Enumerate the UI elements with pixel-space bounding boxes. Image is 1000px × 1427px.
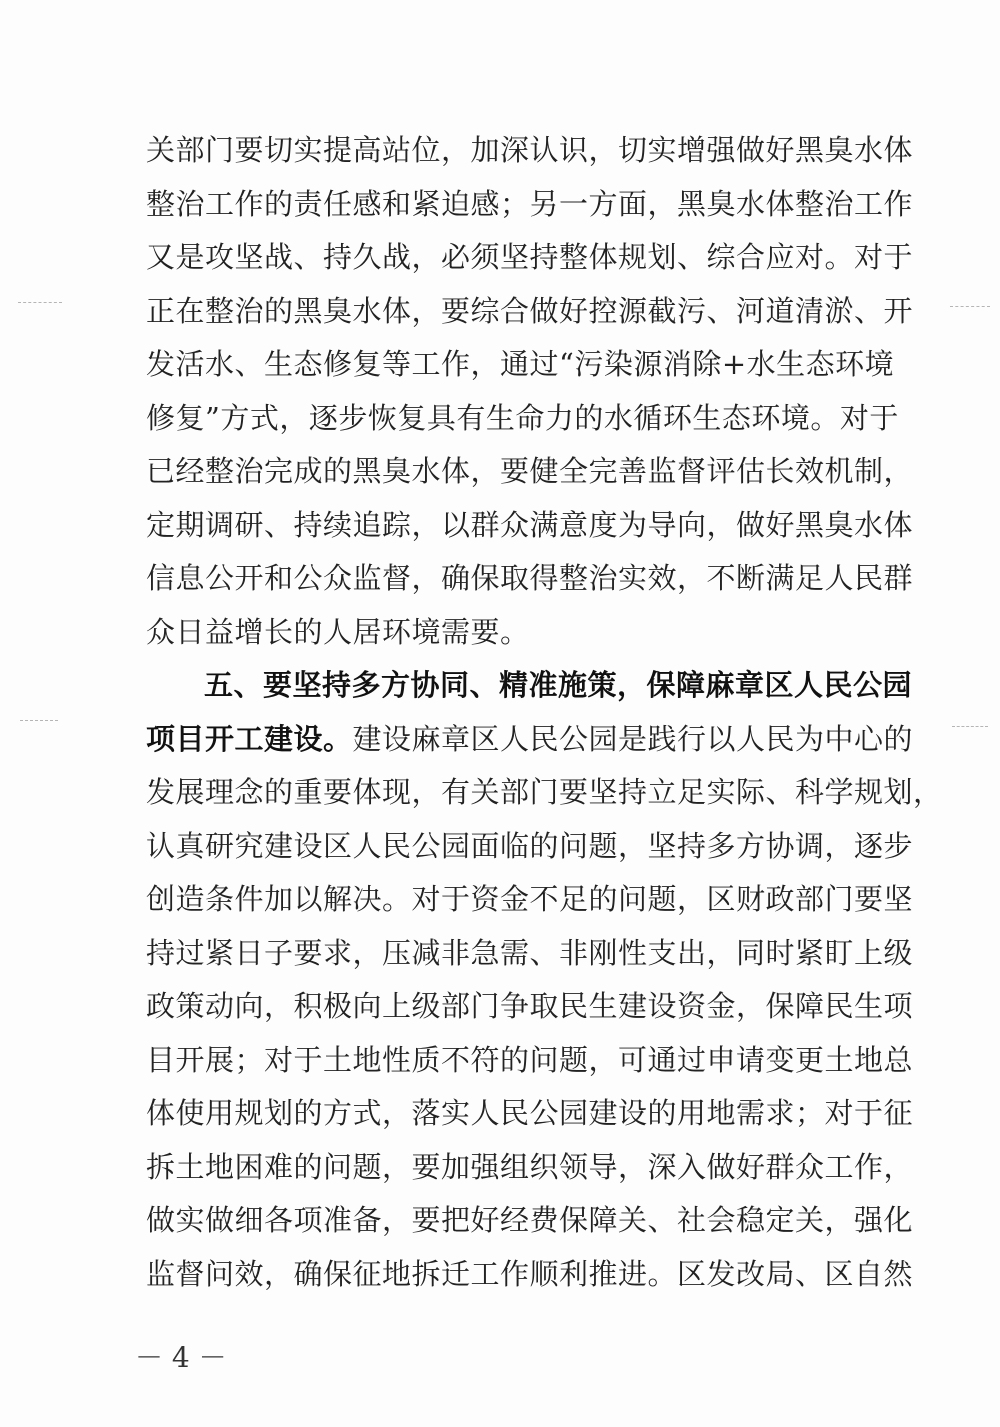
text-line: 发展理念的重要体现，有关部门要坚持立足实际、科学规划， xyxy=(146,775,943,809)
text-line: 认真研究建设区人民公园面临的问题，坚持多方协调，逐步 xyxy=(146,828,914,863)
text-line: 政策动向，积极向上级部门争取民生建设资金，保障民生项 xyxy=(146,989,914,1023)
text-line: 创造条件加以解决。对于资金不足的问题，区财政部门要坚 xyxy=(146,882,914,916)
scan-mark xyxy=(20,720,58,722)
text-line: 目开展；对于土地性质不符的问题，可通过申请变更土地总 xyxy=(146,1042,914,1077)
text-line: 发活水、生态修复等工作，通过“污染源消除+水生态环境 xyxy=(146,347,895,381)
text-line: 整治工作的责任感和紧迫感；另一方面，黑臭水体整治工作 xyxy=(146,186,914,221)
section-heading-end: 项目开工建设。 xyxy=(146,721,353,756)
text-line: 又是攻坚战、持久战，必须坚持整体规划、综合应对。对于 xyxy=(146,240,914,274)
text-line: 做实做细各项准备，要把好经费保障关、社会稳定关，强化 xyxy=(146,1203,914,1237)
text-line: 拆土地困难的问题，要加强组织领导，深入做好群众工作， xyxy=(146,1149,914,1184)
text-line xyxy=(146,713,914,767)
text-line: 众日益增长的人居环境需要。 xyxy=(146,614,530,649)
text-line: 修复”方式，逐步恢复具有生命力的水循环生态环境。对于 xyxy=(146,400,899,435)
text-line: 正在整治的黑臭水体，要综合做好控源截污、河道清淤、开 xyxy=(146,293,914,328)
text-line: 体使用规划的方式，落实人民公园建设的用地需求；对于征 xyxy=(146,1096,914,1130)
text-line: 持过紧日子要求，压减非急需、非刚性支出，同时紧盯上级 xyxy=(146,935,914,970)
text-line: 监督问效，确保征地拆迁工作顺利推进。区发改局、区自然 xyxy=(146,1256,914,1291)
text-line: 信息公开和公众监督，确保取得整治实效，不断满足人民群 xyxy=(146,561,914,595)
text-line: 定期调研、持续追踪，以群众满意度为导向，做好黑臭水体 xyxy=(146,507,914,542)
page-number: － 4 － xyxy=(135,1341,227,1374)
text-line-rest: 建设麻章区人民公园是践行以人民为中心的 xyxy=(352,721,914,756)
body-text xyxy=(146,124,943,1301)
scan-mark xyxy=(952,726,988,728)
text-line: 关部门要切实提高站位，加深认识，切实增强做好黑臭水体 xyxy=(146,133,914,167)
section-heading: 五、要坚持多方协同、精准施策，保障麻章区人民公园 xyxy=(204,668,913,702)
scan-mark xyxy=(18,302,62,304)
scan-mark xyxy=(950,306,990,308)
text-line: 已经整治完成的黑臭水体，要健全完善监督评估长效机制， xyxy=(146,454,914,488)
